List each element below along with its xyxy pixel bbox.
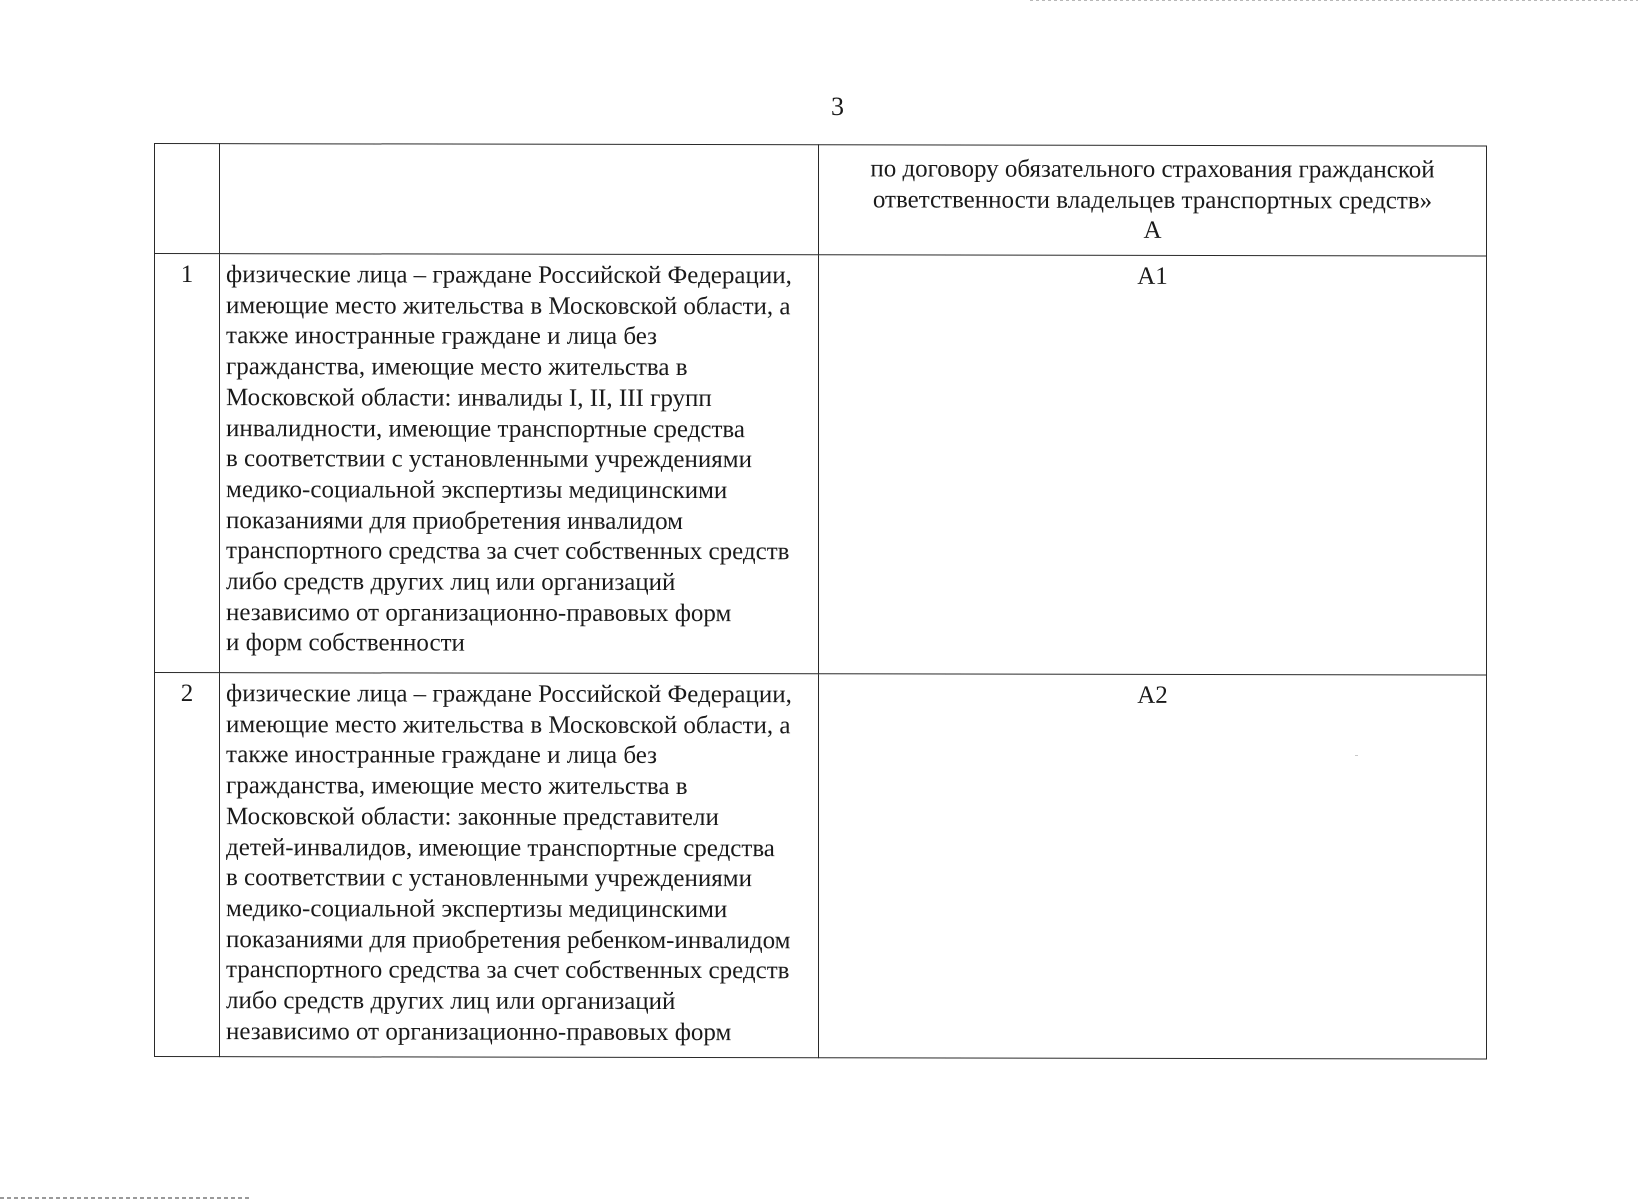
scan-speck xyxy=(1355,755,1358,756)
row-description-cell: физические лица – граждане Российской Федерации, имеющие место жительства в Московской области, а также иностранные граждане и лица без гражданства, имеющие место жительства в Московской области: инвалиды I, II, III групп инвалидности, имеющие транспортные средства в соответствии с установленными учреждениями медико-социальной экспертизы медицинскими показаниями для приобретения инвалидом транспортного средства за счет собственных средств либо средств других лиц или организаций независимо от организационно-правовых форм и форм собственности xyxy=(220,254,819,674)
row-number-cell: 1 xyxy=(155,254,220,673)
row-description-cell: физические лица – граждане Российской Федерации, имеющие место жительства в Московской области, а также иностранные граждане и лица без гражданства, имеющие место жительства в Московской области: законные представители детей-инвалидов, имеющие транспортные средства в соответствии с установленными учреждениями медико-социальной экспертизы медицинскими показаниями для приобретения ребенком-инвалидом транспортного средства за счет собственных средств либо средств других лиц или организаций независимо от организационно-правовых форм xyxy=(220,673,819,1058)
table-row xyxy=(155,254,1487,676)
row-code-cell: А1 xyxy=(819,255,1487,675)
table-row xyxy=(155,673,1487,1060)
scan-edge-line-bottom xyxy=(0,1197,250,1199)
row-number-cell: 2 xyxy=(155,673,220,1057)
page-number: 3 xyxy=(831,92,844,121)
table-header-row xyxy=(155,144,1487,257)
row-code-cell: А2 xyxy=(819,674,1487,1059)
header-num-cell xyxy=(155,144,220,254)
header-description-cell xyxy=(220,144,819,255)
scan-edge-line-top xyxy=(1030,0,1638,1)
benefits-table xyxy=(154,143,1487,1060)
header-code-cell: по договору обязательного страхования гражданской ответственности владельцев транспортных средств» А xyxy=(819,145,1487,256)
